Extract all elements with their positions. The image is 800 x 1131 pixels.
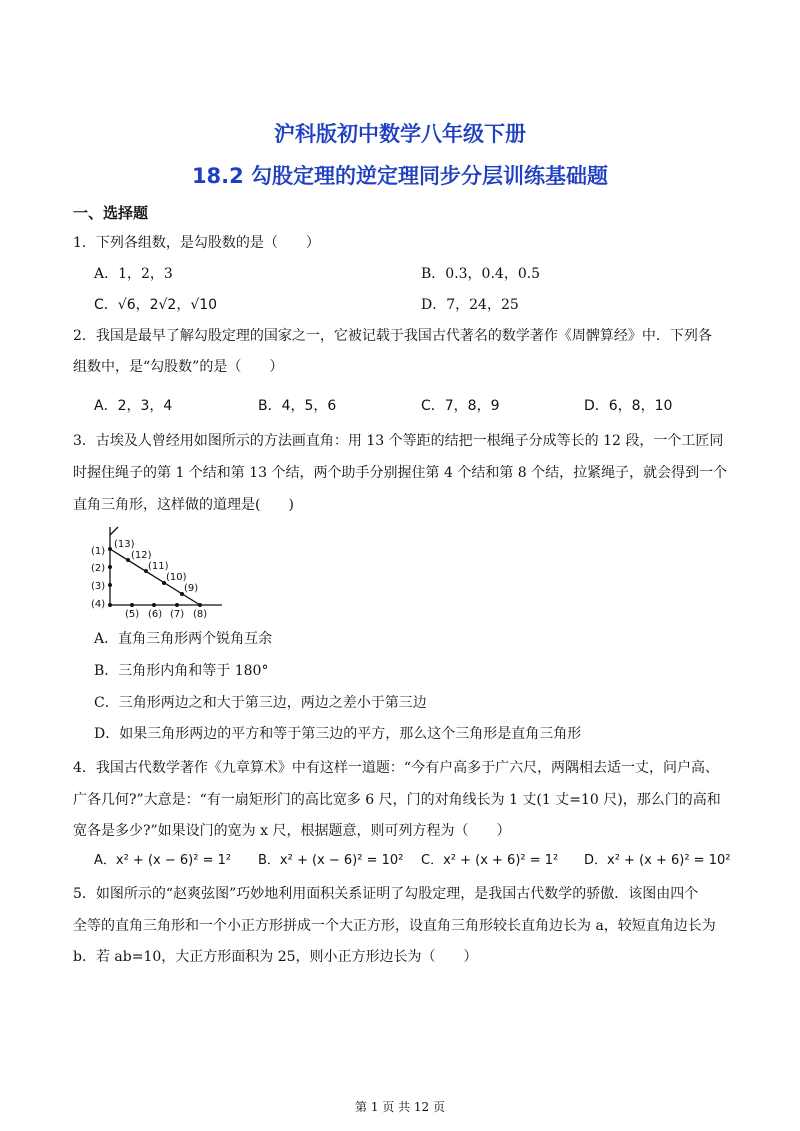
document-subtitle: 18.2 勾股定理的逆定理同步分层训练基础题 (191, 164, 609, 188)
question-4-stem-line-3: 宽各是多少?”如果设门的宽为 x 尺，根据题意，则可列方程为（ ） (73, 823, 511, 839)
label-knot-8: (8) (193, 609, 208, 620)
label-knot-1: (1) (91, 546, 106, 557)
label-knot-3: (3) (91, 581, 106, 592)
question-2-stem-line-2: 组数中，是“勾股数”的是（ ） (73, 359, 284, 375)
question-1-stem: 1．下列各组数，是勾股数的是（ ） (73, 235, 320, 251)
knot-5 (130, 603, 134, 607)
question-1-option-c: C．√6，2√2，√10 (94, 297, 218, 313)
vertical-leg-top-slant (110, 527, 118, 535)
question-3-option-c: C．三角形两边之和大于第三边，两边之差小于第三边 (94, 695, 427, 711)
question-3-stem-line-3: 直角三角形，这样做的道理是( ) (73, 497, 294, 513)
knot-4 (108, 603, 112, 607)
question-1-option-a: A．1，2，3 (94, 266, 173, 282)
knot-8 (198, 603, 202, 607)
question-2-option-a: A．2，3，4 (94, 398, 173, 414)
question-4-option-c: C．x² + (x + 6)² = 1² (421, 853, 559, 868)
question-2-stem-line-1: 2．我国是最早了解勾股定理的国家之一，它被记载于我国古代著名的数学著作《周髀算经》中．下列各 (73, 328, 712, 344)
knot-1 (108, 547, 112, 551)
knot-3 (108, 583, 112, 587)
question-2-option-b: B．4，5，6 (258, 398, 337, 414)
label-knot-10: (10) (166, 572, 187, 583)
label-knot-5: (5) (125, 609, 140, 620)
question-5-stem-line-3: b．若 ab=10，大正方形面积为 25，则小正方形边长为（ ） (73, 949, 478, 965)
question-3-option-a: A．直角三角形两个锐角互余 (94, 631, 273, 647)
question-1-option-b: B．0.3，0.4，0.5 (421, 266, 541, 282)
knot-7 (175, 603, 179, 607)
label-knot-9: (9) (184, 583, 199, 594)
question-5-stem-line-2: 全等的直角三角形和一个小正方形拼成一个大正方形，设直角三角形较长直角边长为 a，较短直角边长为 (73, 918, 716, 934)
label-knot-13: (13) (114, 539, 135, 550)
question-3-option-b: B．三角形内角和等于 180° (94, 663, 269, 679)
label-knot-2: (2) (91, 563, 106, 574)
section-heading: 一、选择题 (73, 204, 149, 222)
question-4-stem-line-2: 广各几何?”大意是：“有一扇矩形门的高比宽多 6 尺，门的对角线长为 1 丈(1 丈=10 尺)，那么门的高和 (73, 792, 721, 808)
question-4-option-b: B．x² + (x − 6)² = 10² (258, 853, 404, 868)
label-knot-4: (4) (91, 599, 106, 610)
page-footer: 第 1 页 共 12 页 (355, 1100, 445, 1114)
question-3-stem-line-1: 3．古埃及人曾经用如图所示的方法画直角：用 13 个等距的结把一根绳子分成等长的 12 段，一个工匠同 (73, 433, 724, 449)
label-knot-7: (7) (170, 609, 185, 620)
question-3-stem-line-2: 时握住绳子的第 1 个结和第 13 个结，两个助手分别握住第 4 个结和第 8 个结，拉紧绳子，就会得到一个 (73, 465, 728, 481)
knot-6 (152, 603, 156, 607)
question-4-option-d: D．x² + (x + 6)² = 10² (584, 853, 731, 868)
knot-2 (108, 565, 112, 569)
label-knot-12: (12) (131, 550, 152, 561)
question-2-option-d: D．6，8，10 (584, 398, 673, 414)
question-2-option-c: C．7，8，9 (421, 398, 500, 414)
question-1-option-d: D．7，24，25 (421, 297, 519, 313)
question-5-stem-line-1: 5．如图所示的“赵爽弦图”巧妙地利用面积关系证明了勾股定理，是我国古代数学的骄傲．该图由四个 (73, 886, 699, 902)
question-3-option-d: D．如果三角形两边的平方和等于第三边的平方，那么这个三角形是直角三角形 (94, 726, 582, 742)
label-knot-6: (6) (148, 609, 163, 620)
label-knot-11: (11) (148, 561, 169, 572)
question-4-stem-line-1: 4．我国古代数学著作《九章算术》中有这样一道题：“今有户高多于广六尺，两隅相去适一丈，问户高、 (73, 760, 720, 776)
rope-triangle-figure (88, 525, 228, 620)
question-4-option-a: A．x² + (x − 6)² = 1² (94, 853, 232, 868)
document-title: 沪科版初中数学八年级下册 (274, 122, 526, 146)
knot-12 (126, 558, 130, 562)
